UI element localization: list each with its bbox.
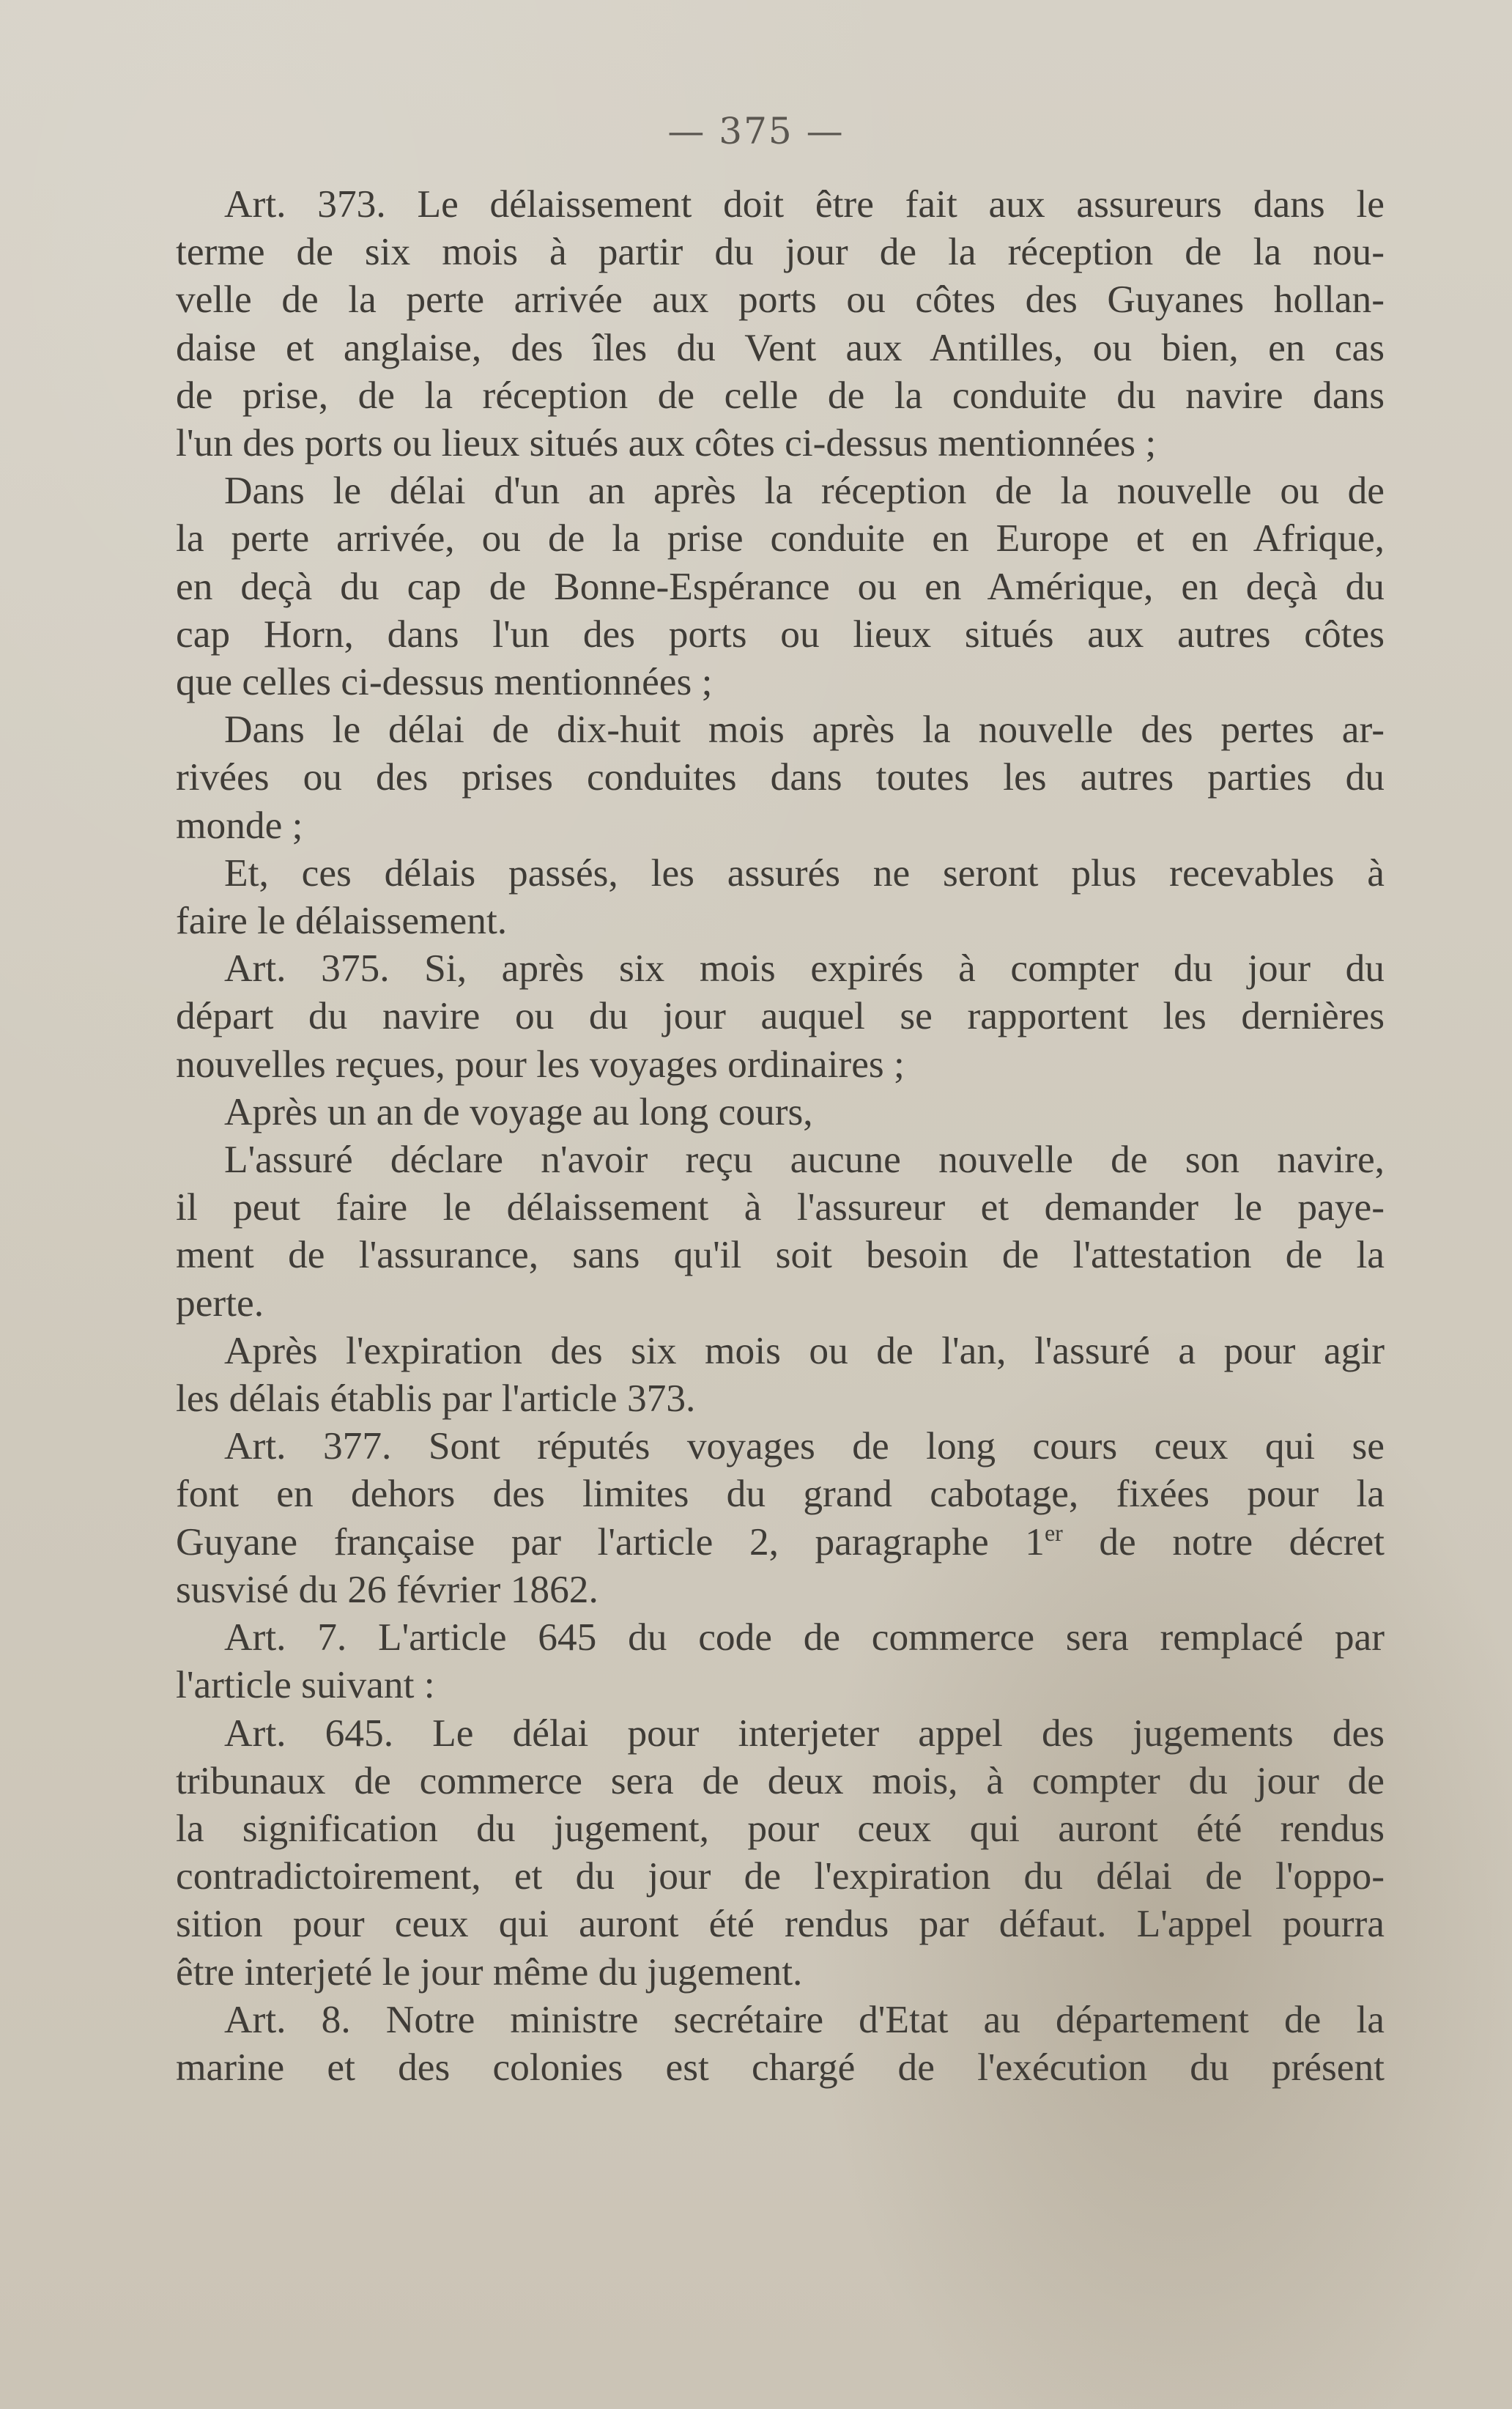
text-line: Art. 377. Sont réputés voyages de long cours ceux qui se <box>224 1424 1385 1468</box>
text-line: il peut faire le délaissement à l'assureur et demander le paye- <box>176 1185 1385 1229</box>
text-line: Art. 7. L'article 645 du code de commerce sera remplacé par <box>224 1615 1385 1659</box>
text-line: être interjeté le jour même du jugement. <box>176 1949 803 1994</box>
text-line: tribunaux de commerce sera de deux mois, à compter du jour de <box>176 1758 1385 1802</box>
paragraph-delais-passes <box>127 849 1385 944</box>
text-line: Art. 645. Le délai pour interjeter appel des jugements des <box>224 1710 1385 1755</box>
text-line: l'article suivant : <box>176 1662 435 1707</box>
text-line: Art. 8. Notre ministre secrétaire d'Etat au département de la <box>224 1997 1385 2041</box>
paragraph-art-8 <box>127 1996 1385 2091</box>
text-line: départ du navire ou du jour auquel se rapportent les dernières <box>176 993 1385 1038</box>
text-line: l'un des ports ou lieux situés aux côtes ci-dessus mentionnées ; <box>176 421 1157 465</box>
ordinal-superscript: er <box>1044 1519 1063 1546</box>
page-number: — 375 — <box>667 110 845 152</box>
text-line: Art. 375. Si, après six mois expirés à compter du jour du <box>224 946 1385 991</box>
text-line: cap Horn, dans l'un des ports ou lieux situés aux autres côtes <box>176 611 1385 656</box>
text-line: Et, ces délais passés, les assurés ne seront plus recevables à <box>224 850 1385 895</box>
text-line: Après un an de voyage au long cours, <box>224 1089 813 1133</box>
text-line: terme de six mois à partir du jour de la réception de la nou- <box>176 229 1385 274</box>
paragraph-apres-un-an <box>127 1088 1385 1136</box>
body-text <box>127 180 1385 2091</box>
text-segment: de notre décret <box>1062 1519 1385 1564</box>
text-line: monde ; <box>176 802 303 847</box>
text-line: en deçà du cap de Bonne-Espérance ou en Amérique, en deçà du <box>176 563 1385 608</box>
text-line: ment de l'assurance, sans qu'il soit besoin de l'attestation de la <box>176 1232 1385 1277</box>
text-line: marine et des colonies est chargé de l'exécution du présent <box>176 2044 1385 2089</box>
text-line: de prise, de la réception de celle de la conduite du navire dans <box>176 372 1385 417</box>
paragraph-assure-declare <box>127 1136 1385 1327</box>
text-line: la perte arrivée, ou de la prise conduite en Europe et en Afrique, <box>176 516 1385 560</box>
paragraph-art-7 <box>127 1613 1385 1709</box>
paragraph-delai-un-an <box>127 467 1385 706</box>
text-segment: Guyane française par l'article 2, paragraphe 1 <box>176 1519 1045 1564</box>
text-line: Art. 373. Le délaissement doit être fait aux assureurs dans le <box>224 182 1385 226</box>
text-line: Après l'expiration des six mois ou de l'an, l'assuré a pour agir <box>224 1328 1385 1372</box>
paragraph-art-645 <box>127 1709 1385 1996</box>
text-line: Dans le délai d'un an après la réception de la nouvelle ou de <box>224 468 1385 513</box>
text-line: la signification du jugement, pour ceux qui auront été rendus <box>176 1805 1385 1850</box>
paragraph-art-375 <box>127 944 1385 1088</box>
text-line: L'assuré déclare n'avoir reçu aucune nouvelle de son navire, <box>224 1137 1385 1182</box>
text-line: Dans le délai de dix-huit mois après la nouvelle des pertes ar- <box>224 707 1385 752</box>
text-line: nouvelles reçues, pour les voyages ordinaires ; <box>176 1041 905 1086</box>
paragraph-art-373 <box>127 180 1385 467</box>
paragraph-dix-huit-mois <box>127 706 1385 849</box>
text-line: daise et anglaise, des îles du Vent aux Antilles, ou bien, en cas <box>176 325 1385 369</box>
text-line: perte. <box>176 1280 264 1325</box>
text-line-with-superscript <box>127 1518 1385 1566</box>
text-line: velle de la perte arrivée aux ports ou côtes des Guyanes hollan- <box>176 277 1385 322</box>
text-line: rivées ou des prises conduites dans toutes les autres parties du <box>176 755 1385 799</box>
text-line: susvisé du 26 février 1862. <box>176 1566 598 1611</box>
text-line: sition pour ceux qui auront été rendus par défaut. L'appel pourra <box>176 1901 1385 1946</box>
paragraph-apres-expiration <box>127 1327 1385 1422</box>
text-line: que celles ci-dessus mentionnées ; <box>176 659 713 704</box>
text-line: faire le délaissement. <box>176 898 508 943</box>
text-line: contradictoirement, et du jour de l'expiration du délai de l'oppo- <box>176 1854 1385 1898</box>
text-line: les délais établis par l'article 373. <box>176 1376 696 1421</box>
text-line: font en dehors des limites du grand cabotage, fixées pour la <box>176 1471 1385 1516</box>
paragraph-art-377 <box>127 1422 1385 1613</box>
